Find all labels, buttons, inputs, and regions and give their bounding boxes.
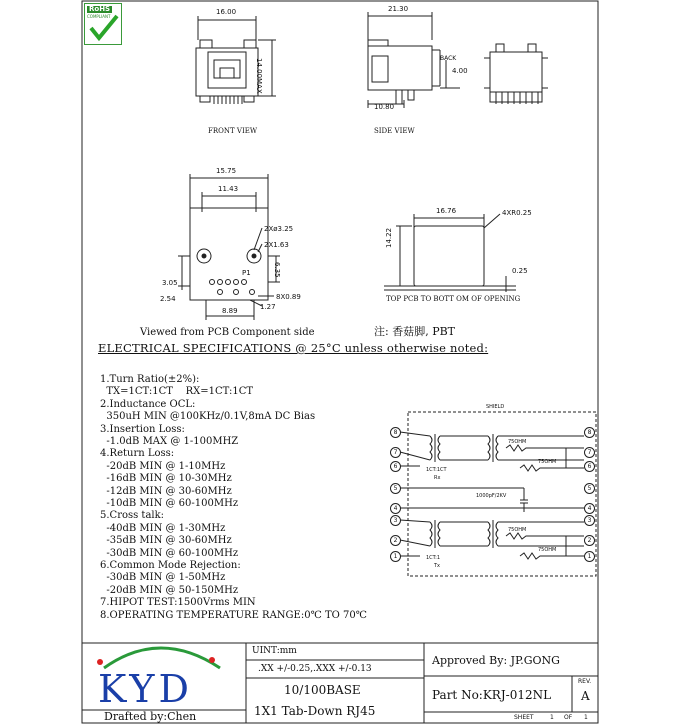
top-caption: TOP PCB TO BOTT OM OF OPENING [386, 295, 521, 303]
pcb-hole2-dim: 2X1.63 [264, 241, 289, 249]
top-bottom-dim: 0.25 [512, 267, 528, 275]
part-number: Part No:KRJ-012NL [432, 688, 552, 702]
pcb-caption: Viewed from PCB Component side [140, 327, 315, 338]
left-pin-6: 6 [390, 461, 401, 472]
spec-line: -35dB MIN @ 30-60MHz [100, 535, 232, 547]
spec-line: 7.HIPOT TEST:1500Vrms MIN [100, 597, 256, 609]
spec-line: -20dB MIN @ 1-10MHz [100, 460, 226, 472]
spec-line: 5.Cross talk: [100, 510, 165, 522]
right-pin-5: 5 [584, 483, 595, 494]
spec-line: -1.0dB MAX @ 1-100MHZ [100, 436, 239, 447]
sheet-label: SHEET [514, 714, 534, 721]
spec-line: -20dB MIN @ 50-150MHz [100, 584, 239, 596]
top-radius: 4XR0.25 [502, 209, 532, 217]
spec-line: TX=1CT:1CT RX=1CT:1CT [100, 386, 254, 398]
spec-line: 1.Turn Ratio(±2%): [100, 374, 200, 385]
schematic-r2: 75OHM [538, 459, 557, 465]
rev-value: A [581, 689, 590, 703]
spec-line: -40dB MIN @ 1-30MHz [100, 522, 226, 534]
right-pin-3: 3 [584, 515, 595, 526]
pcb-inner-dim: 11.43 [218, 185, 239, 193]
schematic-cap: 1000pF/2KV [476, 493, 507, 499]
pcb-pin-label: P1 [242, 269, 251, 277]
logo-arc-icon [104, 648, 220, 668]
front-width-dim: 16.00 [216, 8, 237, 16]
left-pin-1: 1 [390, 551, 401, 562]
schematic-tx: Tx [434, 563, 441, 569]
spec-line: 4.Return Loss: [100, 448, 175, 460]
right-pin-7: 7 [584, 447, 595, 458]
spec-line: 3.Insertion Loss: [100, 423, 185, 435]
logo-dot-red-icon [97, 659, 103, 665]
left-pin-5: 5 [390, 483, 401, 494]
spec-line: -30dB MIN @ 60-100MHz [100, 547, 239, 559]
spec-line: 350uH MIN @100KHz/0.1V,8mA DC Bias [100, 411, 316, 423]
schematic-shield: SHIELD [486, 404, 505, 410]
schematic-ratio-bot: 1CT:1 [426, 555, 441, 561]
schematic-rx: Rx [434, 475, 441, 481]
spec-line: -16dB MIN @ 10-30MHz [100, 473, 232, 485]
sheet-total: 1 [584, 714, 588, 721]
left-pin-8: 8 [390, 427, 401, 438]
pcb-hole-dim: 2Xø3.25 [264, 225, 294, 233]
drafted-by: Drafted by:Chen [104, 710, 197, 723]
spec-line: 8.OPERATING TEMPERATURE RANGE:0℃ TO 70℃ [100, 609, 367, 621]
pcb-span: 8.89 [222, 307, 238, 315]
product-line-1: 10/100BASE [284, 683, 361, 697]
spec-line: -10dB MIN @ 60-100MHz [100, 498, 239, 509]
of-label: OF [564, 714, 573, 721]
left-pin-7: 7 [390, 447, 401, 458]
logo-dot-red2-icon [209, 657, 215, 663]
approved-by: Approved By: JP.GONG [432, 654, 560, 667]
right-pin-4: 4 [584, 503, 595, 514]
side-back-dim: 4.00 [452, 67, 468, 75]
pcb-left-dim: 3.05 [162, 279, 178, 287]
side-pin-dim: 10.80 [374, 103, 395, 111]
right-pin-8: 8 [584, 427, 595, 438]
pcb-pin-dia: 8X0.89 [276, 293, 301, 301]
spec-line: 6.Common Mode Rejection: [100, 560, 241, 571]
pcb-left-dim2: 2.54 [160, 295, 176, 303]
rohs-sub: COMPLIANT [87, 14, 111, 19]
right-pin-6: 6 [584, 461, 595, 472]
product-line-2: 1X1 Tab-Down RJ45 [254, 704, 376, 718]
side-view-label: SIDE VIEW [374, 127, 415, 135]
schematic-ratio-top: 1CT:1CT [426, 467, 447, 473]
pcb-outer-dim: 15.75 [216, 167, 237, 175]
right-pin-2: 2 [584, 535, 595, 546]
electrical-heading: ELECTRICAL SPECIFICATIONS @ 25°C unless otherwise noted: [98, 341, 489, 355]
pcb-note: 注: 香菇脚, PBT [374, 325, 456, 338]
schematic-r4: 75OHM [538, 547, 557, 553]
front-view-label: FRONT VIEW [208, 127, 258, 135]
side-depth-dim: 21.30 [388, 5, 409, 13]
rev-label: REV. [578, 678, 592, 685]
top-width-dim: 16.76 [436, 207, 457, 215]
rohs-label: RoHS [89, 5, 111, 13]
left-pin-2: 2 [390, 535, 401, 546]
pcb-v-dim: 6.35 [273, 262, 281, 278]
schematic-r3: 75OHM [508, 527, 527, 533]
spec-line: 2.Inductance OCL: [100, 398, 196, 410]
front-height-dim: 14.00MAX [255, 58, 263, 94]
left-pin-4: 4 [390, 503, 401, 514]
right-pin-1: 1 [584, 551, 595, 562]
schematic-r1: 75OHM [508, 439, 527, 445]
left-pin-3: 3 [390, 515, 401, 526]
unit-label: UINT:mm [252, 646, 297, 656]
tolerance: .XX +/-0.25,.XXX +/-0.13 [258, 664, 372, 674]
pcb-pitch: 1.27 [260, 303, 276, 311]
kyd-logo: KYD [98, 667, 193, 711]
sheet-no: 1 [550, 714, 554, 721]
top-height-dim: 14.22 [385, 227, 393, 248]
spec-line: -30dB MIN @ 1-50MHz [100, 572, 226, 584]
spec-line: -12dB MIN @ 30-60MHz [100, 485, 232, 497]
side-back-label: BACK [440, 55, 457, 62]
